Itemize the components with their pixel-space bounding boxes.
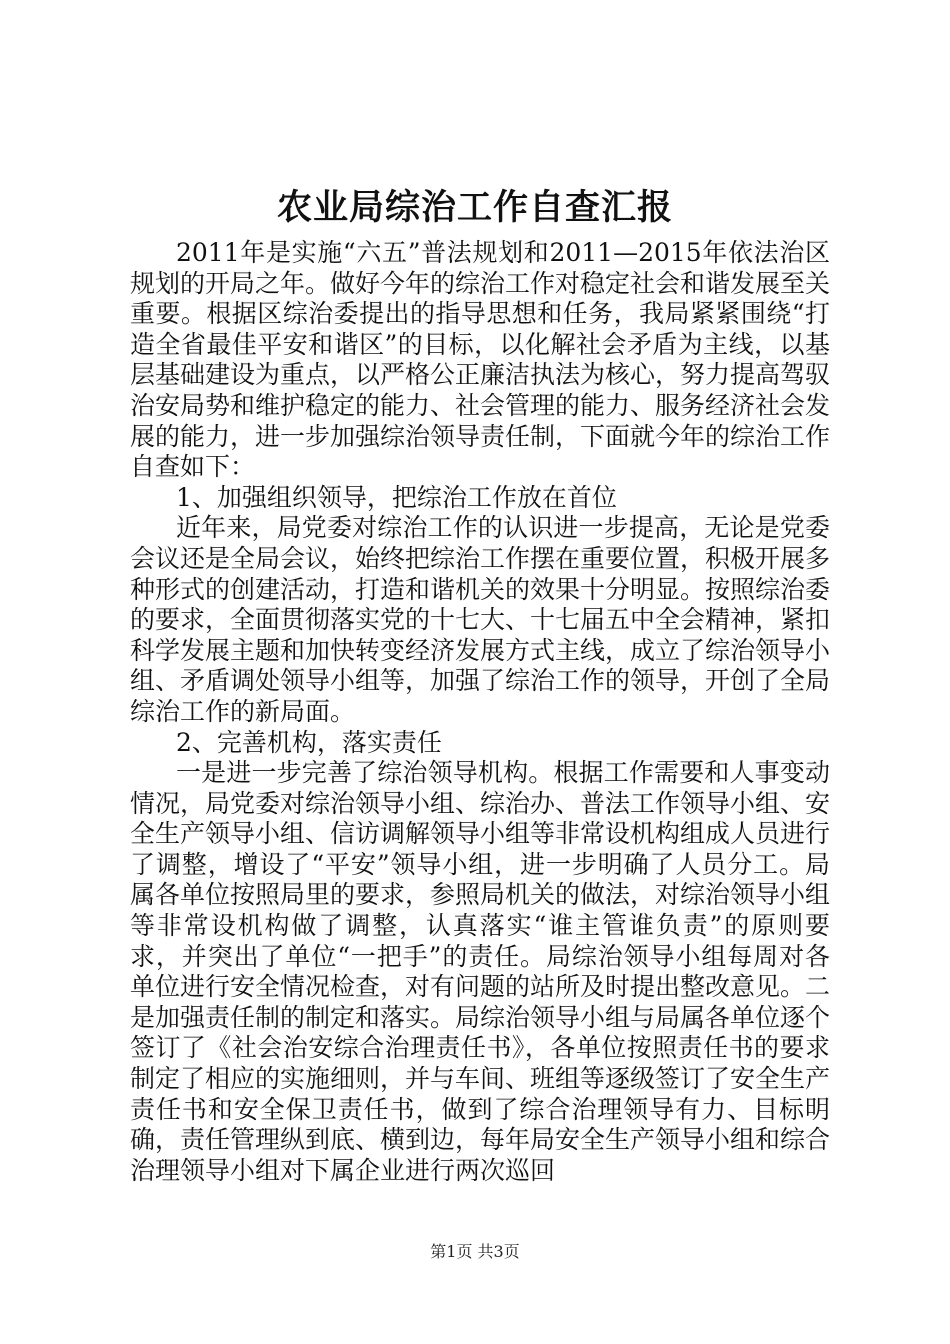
section-heading-1: 1、加强组织领导，把综治工作放在首位 — [176, 482, 617, 512]
section-heading-2: 2、完善机构，落实责任 — [176, 727, 442, 757]
section-2-paragraph: 一是进一步完善了综治领导机构。根据工作需要和人事变动情况，局党委对综治领导小组、综治办、普法工作领导小组、安全生产领导小组、信访调解领导小组等非常设机构组成人员进行了调整，增设了“平安”领导小组，进一步明确了人员分工。局属各单位按照局里的要求，参照局机关的做法，对综治领导小组等非常设机构做了调整，认真落实“谁主管谁负责”的原则要求，并突出了单位“一把手”的责任。局综治领导小组每周对各单位进行安全情况检查，对有问题的站所及时提出整改意见。二是加强责任制的制定和落实。局综治领导小组与局属各单位逐个签订了《社会治安综合治理责任书》，各单位按照责任书的要求制定了相应的实施细则，并与车间、班组等逐级签订了安全生产责任书和安全保卫责任书，做到了综合治理领导有力、目标明确，责任管理纵到底、横到边，每年局安全生产领导小组和综合治理领导小组对下属企业进行两次巡回 — [130, 758, 831, 1185]
document-title: 农业局综治工作自查汇报 — [276, 187, 673, 228]
section-1-paragraph: 近年来，局党委对综治工作的认识进一步提高，无论是党委会议还是全局会议，始终把综治工作摆在重要位置，积极开展多种形式的创建活动，打造和谐机关的效果十分明显。按照综治委的要求，全面贯彻落实党的十七大、十七届五中全会精神，紧扣科学发展主题和加快转变经济发展方式主线，成立了综治领导小组、矛盾调处领导小组等，加强了综治工作的领导，开创了全局综治工作的新局面。 — [130, 513, 831, 726]
page-footer: 第1页 共3页 — [430, 1242, 520, 1261]
intro-paragraph: 2011年是实施“六五”普法规划和2011—2015年依法治区规划的开局之年。做好今年的综治工作对稳定社会和谐发展至关重要。根据区综治委提出的指导思想和任务，我局紧紧围绕“打造全省最佳平安和谐区”的目标，以化解社会矛盾为主线，以基层基础建设为重点，以严格公正廉洁执法为核心，努力提高驾驭治安局势和维护稳定的能力、社会管理的能力、服务经济社会发展的能力，进一步加强综治领导责任制，下面就今年的综治工作自查如下： — [130, 238, 831, 482]
document-body — [130, 238, 830, 1186]
